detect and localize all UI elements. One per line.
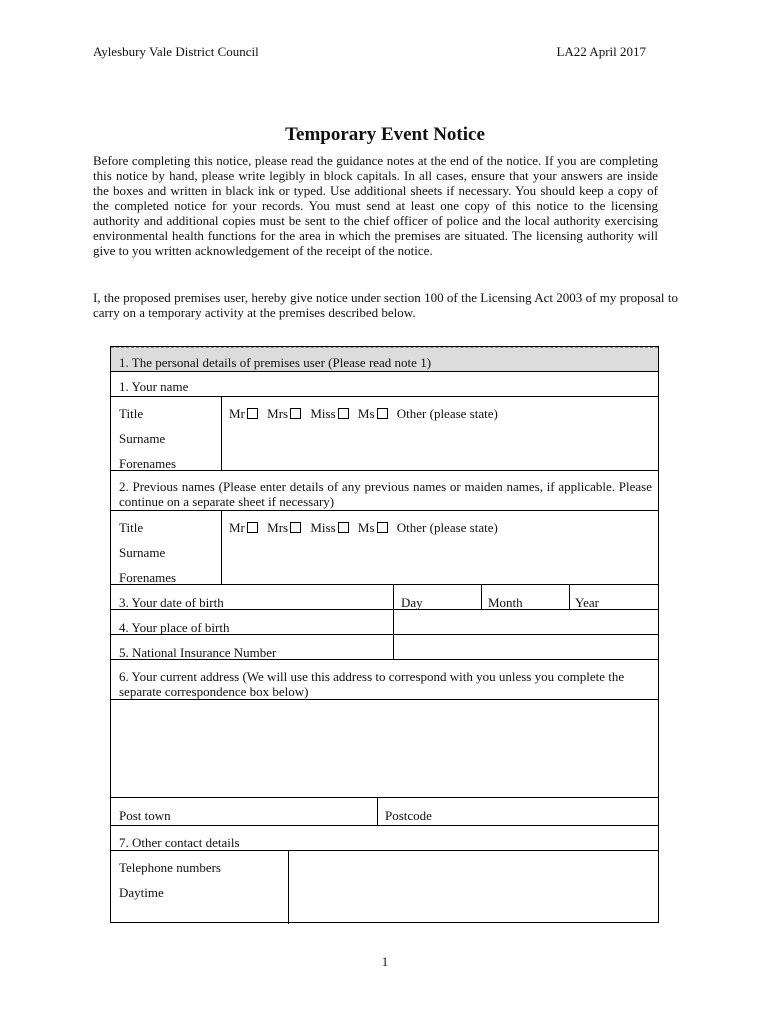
mrs-option-label: Mrs [267, 406, 289, 421]
postcode-label: Postcode [385, 808, 432, 823]
previous-name-details-block [111, 511, 658, 585]
prev-miss-checkbox[interactable] [338, 522, 349, 533]
dob-year-field[interactable] [569, 585, 660, 609]
dob-day-field[interactable] [393, 585, 481, 609]
your-name-label: 1. Your name [119, 379, 189, 394]
prev-mrs-option-label: Mrs [267, 520, 289, 535]
page-number: 1 [381, 954, 389, 969]
ni-number-label: 5. National Insurance Number [119, 645, 277, 660]
date-of-birth-row [111, 585, 658, 610]
your-name-row [111, 372, 658, 397]
day-label: Day [401, 595, 423, 610]
dob-month-field[interactable] [481, 585, 569, 609]
prev-forenames-label: Forenames [119, 570, 177, 585]
name-entry-area[interactable] [221, 397, 660, 470]
ms-option-label: Ms [357, 406, 375, 421]
telephone-label: Telephone numbers [119, 860, 221, 875]
personal-details-form [110, 346, 659, 923]
section-1-header [111, 347, 658, 372]
other-contact-row [111, 826, 658, 851]
form-reference: LA22 April 2017 [556, 44, 646, 59]
address-label-row [111, 660, 658, 700]
title-label: Title [119, 406, 144, 421]
prev-surname-label: Surname [119, 545, 166, 560]
prev-ms-checkbox[interactable] [377, 522, 388, 533]
other-option-label: Other (please state) [396, 406, 498, 421]
post-town-row [111, 798, 658, 826]
mr-option-label: Mr [229, 406, 245, 421]
post-town-label: Post town [119, 808, 171, 823]
miss-checkbox[interactable] [338, 408, 349, 419]
place-of-birth-field[interactable] [393, 610, 660, 634]
previous-names-label: 2. Previous names (Please enter details of any previous names or maiden names, if applicable. Please continue on a separate sheet if necessary) [119, 479, 652, 509]
prev-title-label: Title [119, 520, 144, 535]
address-label: 6. Your current address (We will use this address to correspond with you unless you complete the separate correspondence box below) [119, 669, 625, 699]
prev-other-option-label: Other (please state) [396, 520, 498, 535]
telephone-field[interactable] [288, 851, 660, 924]
address-field[interactable] [111, 700, 658, 798]
forenames-label: Forenames [119, 456, 177, 471]
miss-option-label: Miss [310, 406, 336, 421]
month-label: Month [488, 595, 523, 610]
year-label: Year [575, 595, 599, 610]
title-options [229, 406, 498, 422]
telephone-block [111, 851, 658, 924]
dob-label: 3. Your date of birth [119, 595, 224, 610]
mr-checkbox[interactable] [247, 408, 258, 419]
name-details-block [111, 397, 658, 471]
council-name: Aylesbury Vale District Council [93, 44, 259, 59]
place-of-birth-row [111, 610, 658, 635]
ni-number-row [111, 635, 658, 660]
ni-number-field[interactable] [393, 635, 660, 659]
surname-label: Surname [119, 431, 166, 446]
prev-miss-option-label: Miss [310, 520, 336, 535]
previous-name-entry-area[interactable] [221, 511, 660, 584]
prev-mr-option-label: Mr [229, 520, 245, 535]
other-contact-label: 7. Other contact details [119, 835, 240, 850]
ms-checkbox[interactable] [377, 408, 388, 419]
section-1-title: 1. The personal details of premises user (Please read note 1) [119, 355, 432, 370]
mrs-checkbox[interactable] [290, 408, 301, 419]
page-title: Temporary Event Notice [285, 124, 485, 145]
prev-ms-option-label: Ms [357, 520, 375, 535]
place-of-birth-label: 4. Your place of birth [119, 620, 230, 635]
daytime-label: Daytime [119, 885, 164, 900]
postcode-field[interactable] [377, 798, 660, 825]
previous-names-row [111, 471, 658, 511]
declaration-paragraph: I, the proposed premises user, hereby give notice under section 100 of the Licensing Act 2003 of my proposal to carry on a temporary activity at the premises described below. [93, 290, 678, 320]
prev-mr-checkbox[interactable] [247, 522, 258, 533]
prev-mrs-checkbox[interactable] [290, 522, 301, 533]
prev-title-options [229, 520, 498, 536]
intro-paragraph: Before completing this notice, please read the guidance notes at the end of the notice. If you are completing this notice by hand, please write legibly in block capitals. In all cases, ensure that your answers are inside the boxes and written in black ink or typed. Use additional sheets if necessary. You should keep a copy of the completed notice for your records. You must send at least one copy of this notice to the licensing authority and additional copies must be sent to the chief officer of police and the local authority exercising environmental health functions for the area in which the premises are situated. The licensing authority will give to you written acknowledgement of the receipt of the notice. [93, 153, 658, 258]
